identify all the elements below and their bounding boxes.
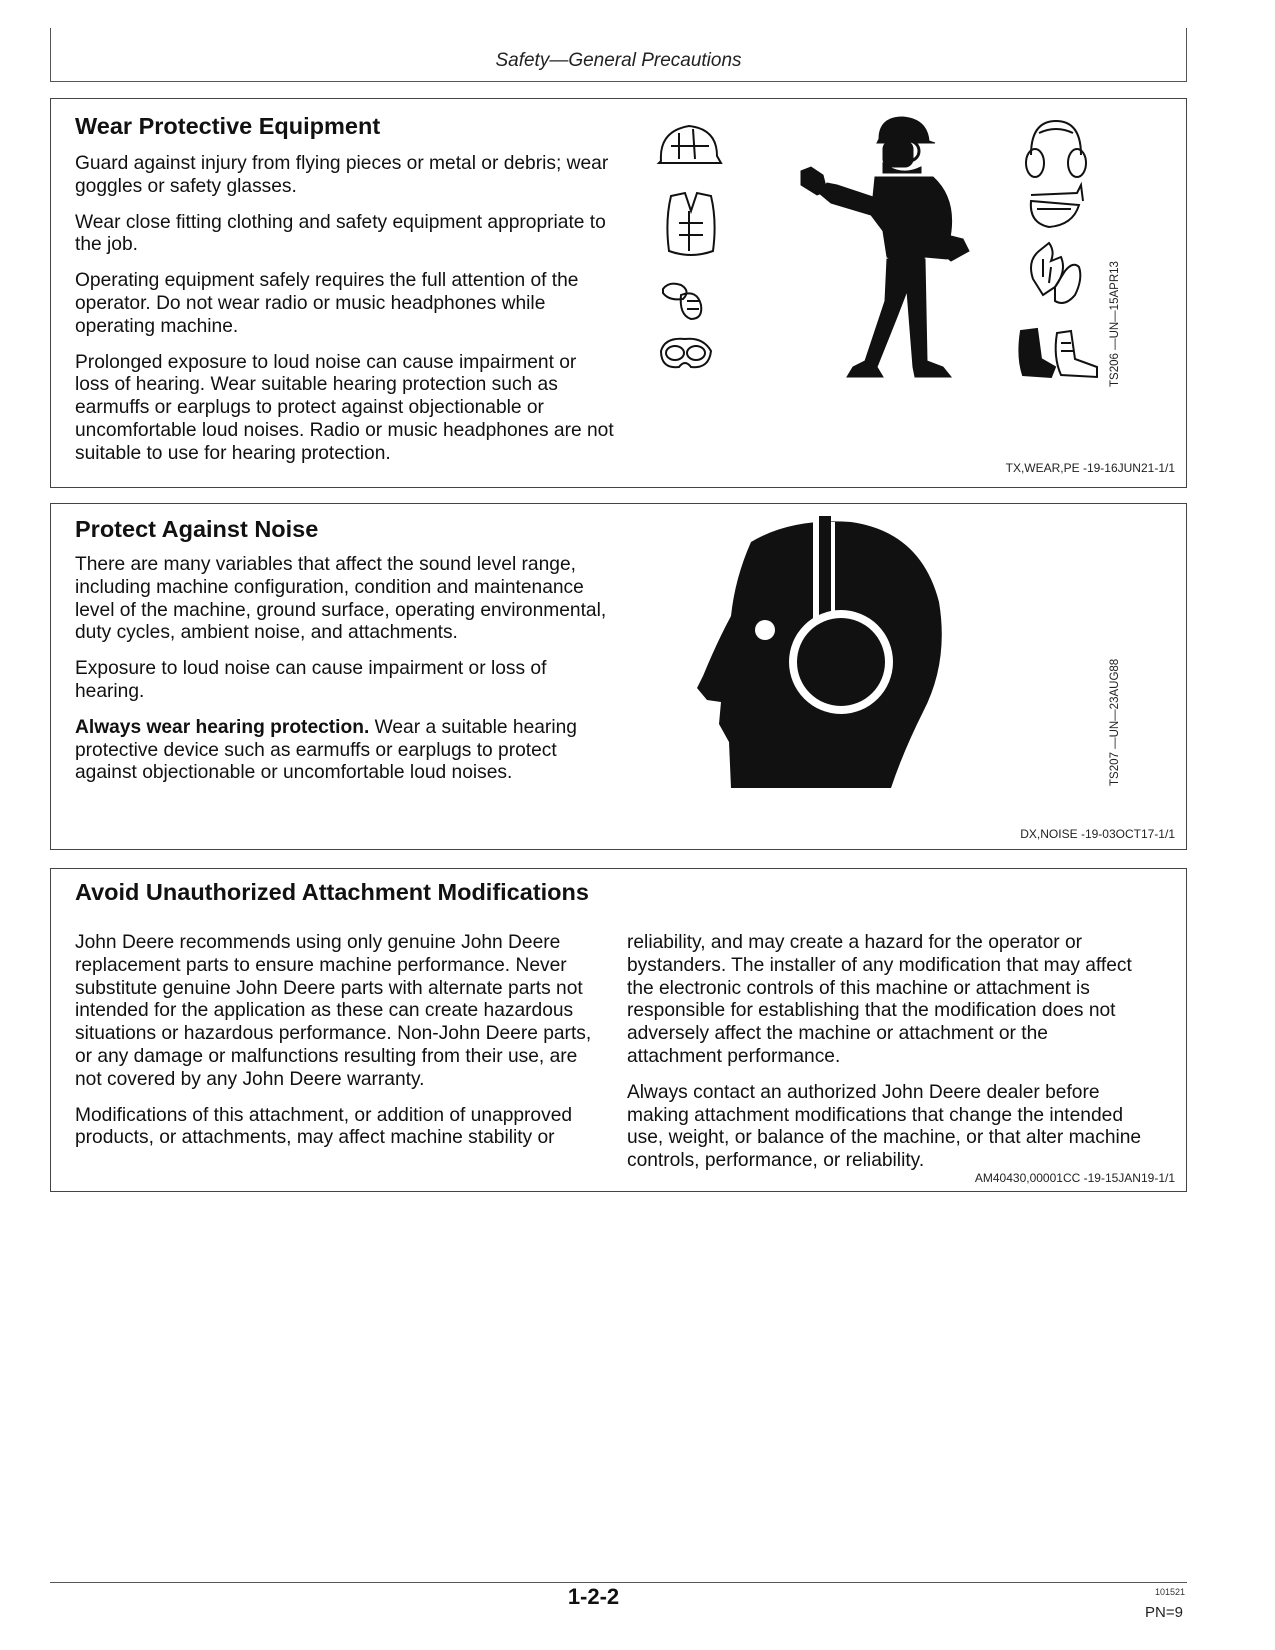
pn-label: PN=9 xyxy=(1145,1604,1183,1621)
section-body xyxy=(75,153,615,479)
earplugs-icon xyxy=(663,284,701,319)
left-column xyxy=(75,932,600,1163)
paragraph: Modifications of this attachment, or addition of unapproved products, or attachments, may affect machine stability or xyxy=(75,1104,573,1149)
face-shield-icon xyxy=(1031,185,1083,227)
reference-code: TX,WEAR,PE -19-16JUN21-1/1 xyxy=(1005,461,1175,475)
header-title: Safety—General Precautions xyxy=(495,50,742,71)
paragraph: reliability, and may create a hazard for the operator or bystanders. The installer of any modification that may affect the electronic controls of this machine or attachment is responsible for establishing that the modification does not adversely affect the machine or attachment or the attachment performance. xyxy=(627,932,1132,1067)
protective-equipment-illustration xyxy=(651,111,1121,401)
gloves-icon xyxy=(1031,243,1080,303)
figure-code: TS206 —UN—15APR13 xyxy=(1109,261,1121,387)
bold-lead: Always wear hearing protection. xyxy=(75,716,370,738)
hearing-protection-head-icon xyxy=(691,512,951,792)
footer-code: 101521 xyxy=(1155,1587,1186,1597)
paragraph: Operating equipment safely requires the full attention of the operator. Do not wear radio or music headphones while operating machine. xyxy=(75,270,579,337)
paragraph: Guard against injury from flying pieces or metal or debris; wear goggles or safety glasses. xyxy=(75,153,609,197)
page-number: 1-2-2 xyxy=(567,1584,620,1609)
footer-rule xyxy=(50,1582,1187,1583)
boots-icon xyxy=(1019,329,1097,377)
goggles-icon xyxy=(661,339,711,367)
paragraph: Prolonged exposure to loud noise can cause impairment or loss of hearing. Wear suitable hearing protection such as earmuffs or earplugs to protect against objectionable or uncomfortable loud noises. Radio or music headphones are not suitable to use for hearing protection. xyxy=(75,351,614,464)
paragraph: Wear close fitting clothing and safety equipment appropriate to the job. xyxy=(75,211,606,256)
worker-figure-icon xyxy=(801,117,969,377)
paragraph: Exposure to loud noise can cause impairment or loss of hearing. xyxy=(75,658,547,702)
section-avoid-unauthorized-modifications xyxy=(50,868,1187,1192)
reference-code: AM40430,00001CC -19-15JAN19-1/1 xyxy=(974,1171,1175,1185)
running-header xyxy=(50,28,1187,82)
reference-code: DX,NOISE -19-03OCT17-1/1 xyxy=(1020,827,1175,841)
section-title: Wear Protective Equipment xyxy=(75,113,381,139)
section-protect-against-noise xyxy=(50,503,1187,850)
paragraph xyxy=(75,717,615,785)
safety-vest-icon xyxy=(667,193,714,255)
paragraph: Always contact an authorized John Deere dealer before making attachment modifications that change the intended use, weight, or balance of the machine, or that alter machine controls, performance, or reliability. xyxy=(627,1081,1142,1172)
section-body xyxy=(75,554,615,798)
section-wear-protective-equipment xyxy=(50,98,1187,488)
section-title: Avoid Unauthorized Attachment Modifications xyxy=(75,879,589,905)
hard-hat-icon xyxy=(659,126,721,163)
paragraph-rest: Wear a suitable hearing protective device such as earmuffs or earplugs to protect against objectionable or uncomfortable loud noises. xyxy=(75,716,577,784)
figure-code: TS207 —UN—23AUG88 xyxy=(1109,658,1121,786)
section-title: Protect Against Noise xyxy=(75,516,319,542)
paragraph: There are many variables that affect the sound level range, including machine configuration, condition and maintenance level of the machine, ground surface, operating environmental, duty cycles, ambient noise, and attachments. xyxy=(75,554,607,644)
earmuffs-icon xyxy=(1026,121,1086,177)
right-column xyxy=(627,932,1147,1186)
paragraph: John Deere recommends using only genuine John Deere replacement parts to ensure machine performance. Never substitute genuine John Deere parts with alternate parts not intended for the application as these can create hazardous situations or hazardous performance. Non-John Deere parts, or any damage or malfunctions resulting from their use, are not covered by any John Deere warranty. xyxy=(75,932,592,1090)
